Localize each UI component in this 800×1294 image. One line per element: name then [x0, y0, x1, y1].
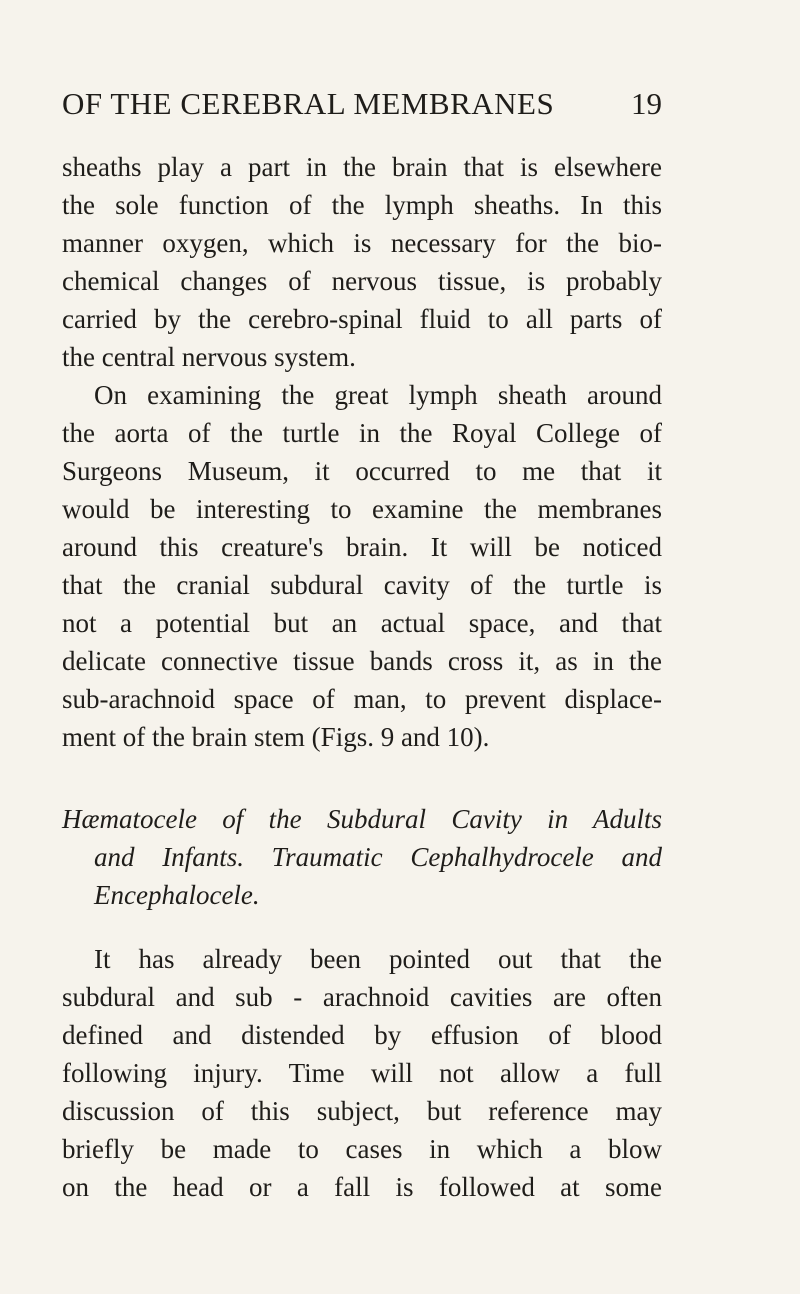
- text-line: the central nervous system.: [62, 342, 356, 372]
- text-line: that the cranial subdural cavity of the turtle is: [62, 570, 662, 600]
- text-line: sheaths play a part in the brain that is elsewhere: [62, 152, 662, 182]
- text-line: delicate connective tissue bands cross it, as in the: [62, 646, 662, 676]
- text-line: manner oxygen, which is necessary for the bio-: [62, 228, 662, 258]
- text-line: ment of the brain stem (Figs. 9 and 10).: [62, 722, 490, 752]
- section-heading: Encephalocele.: [94, 880, 260, 910]
- text-line: discussion of this subject, but reference may: [62, 1096, 662, 1126]
- text-line: subdural and sub - arachnoid cavities are often: [62, 982, 662, 1012]
- text-line: the sole function of the lymph sheaths. In this: [62, 190, 662, 220]
- page-number: 19: [631, 86, 662, 121]
- text-line: the aorta of the turtle in the Royal College of: [62, 418, 662, 448]
- text-line: On examining the great lymph sheath around: [94, 380, 662, 410]
- text-line: It has already been pointed out that the: [94, 944, 662, 974]
- text-line: defined and distended by effusion of blood: [62, 1020, 662, 1050]
- text-line: on the head or a fall is followed at some: [62, 1172, 662, 1202]
- text-line: chemical changes of nervous tissue, is probably: [62, 266, 662, 296]
- text-line: around this creature's brain. It will be noticed: [62, 532, 662, 562]
- text-line: not a potential but an actual space, and that: [62, 608, 662, 638]
- text-line: carried by the cerebro-spinal fluid to all parts of: [62, 304, 662, 334]
- text-line: would be interesting to examine the membranes: [62, 494, 662, 524]
- section-heading: Hæmatocele of the Subdural Cavity in Adults: [62, 804, 662, 834]
- text-line: briefly be made to cases in which a blow: [62, 1134, 662, 1164]
- section-heading: and Infants. Traumatic Cephalhydrocele and: [94, 842, 662, 872]
- text-line: Surgeons Museum, it occurred to me that it: [62, 456, 662, 486]
- running-head: OF THE CEREBRAL MEMBRANES: [62, 86, 555, 121]
- text-line: following injury. Time will not allow a full: [62, 1058, 662, 1088]
- text-line: sub-arachnoid space of man, to prevent displace-: [62, 684, 662, 714]
